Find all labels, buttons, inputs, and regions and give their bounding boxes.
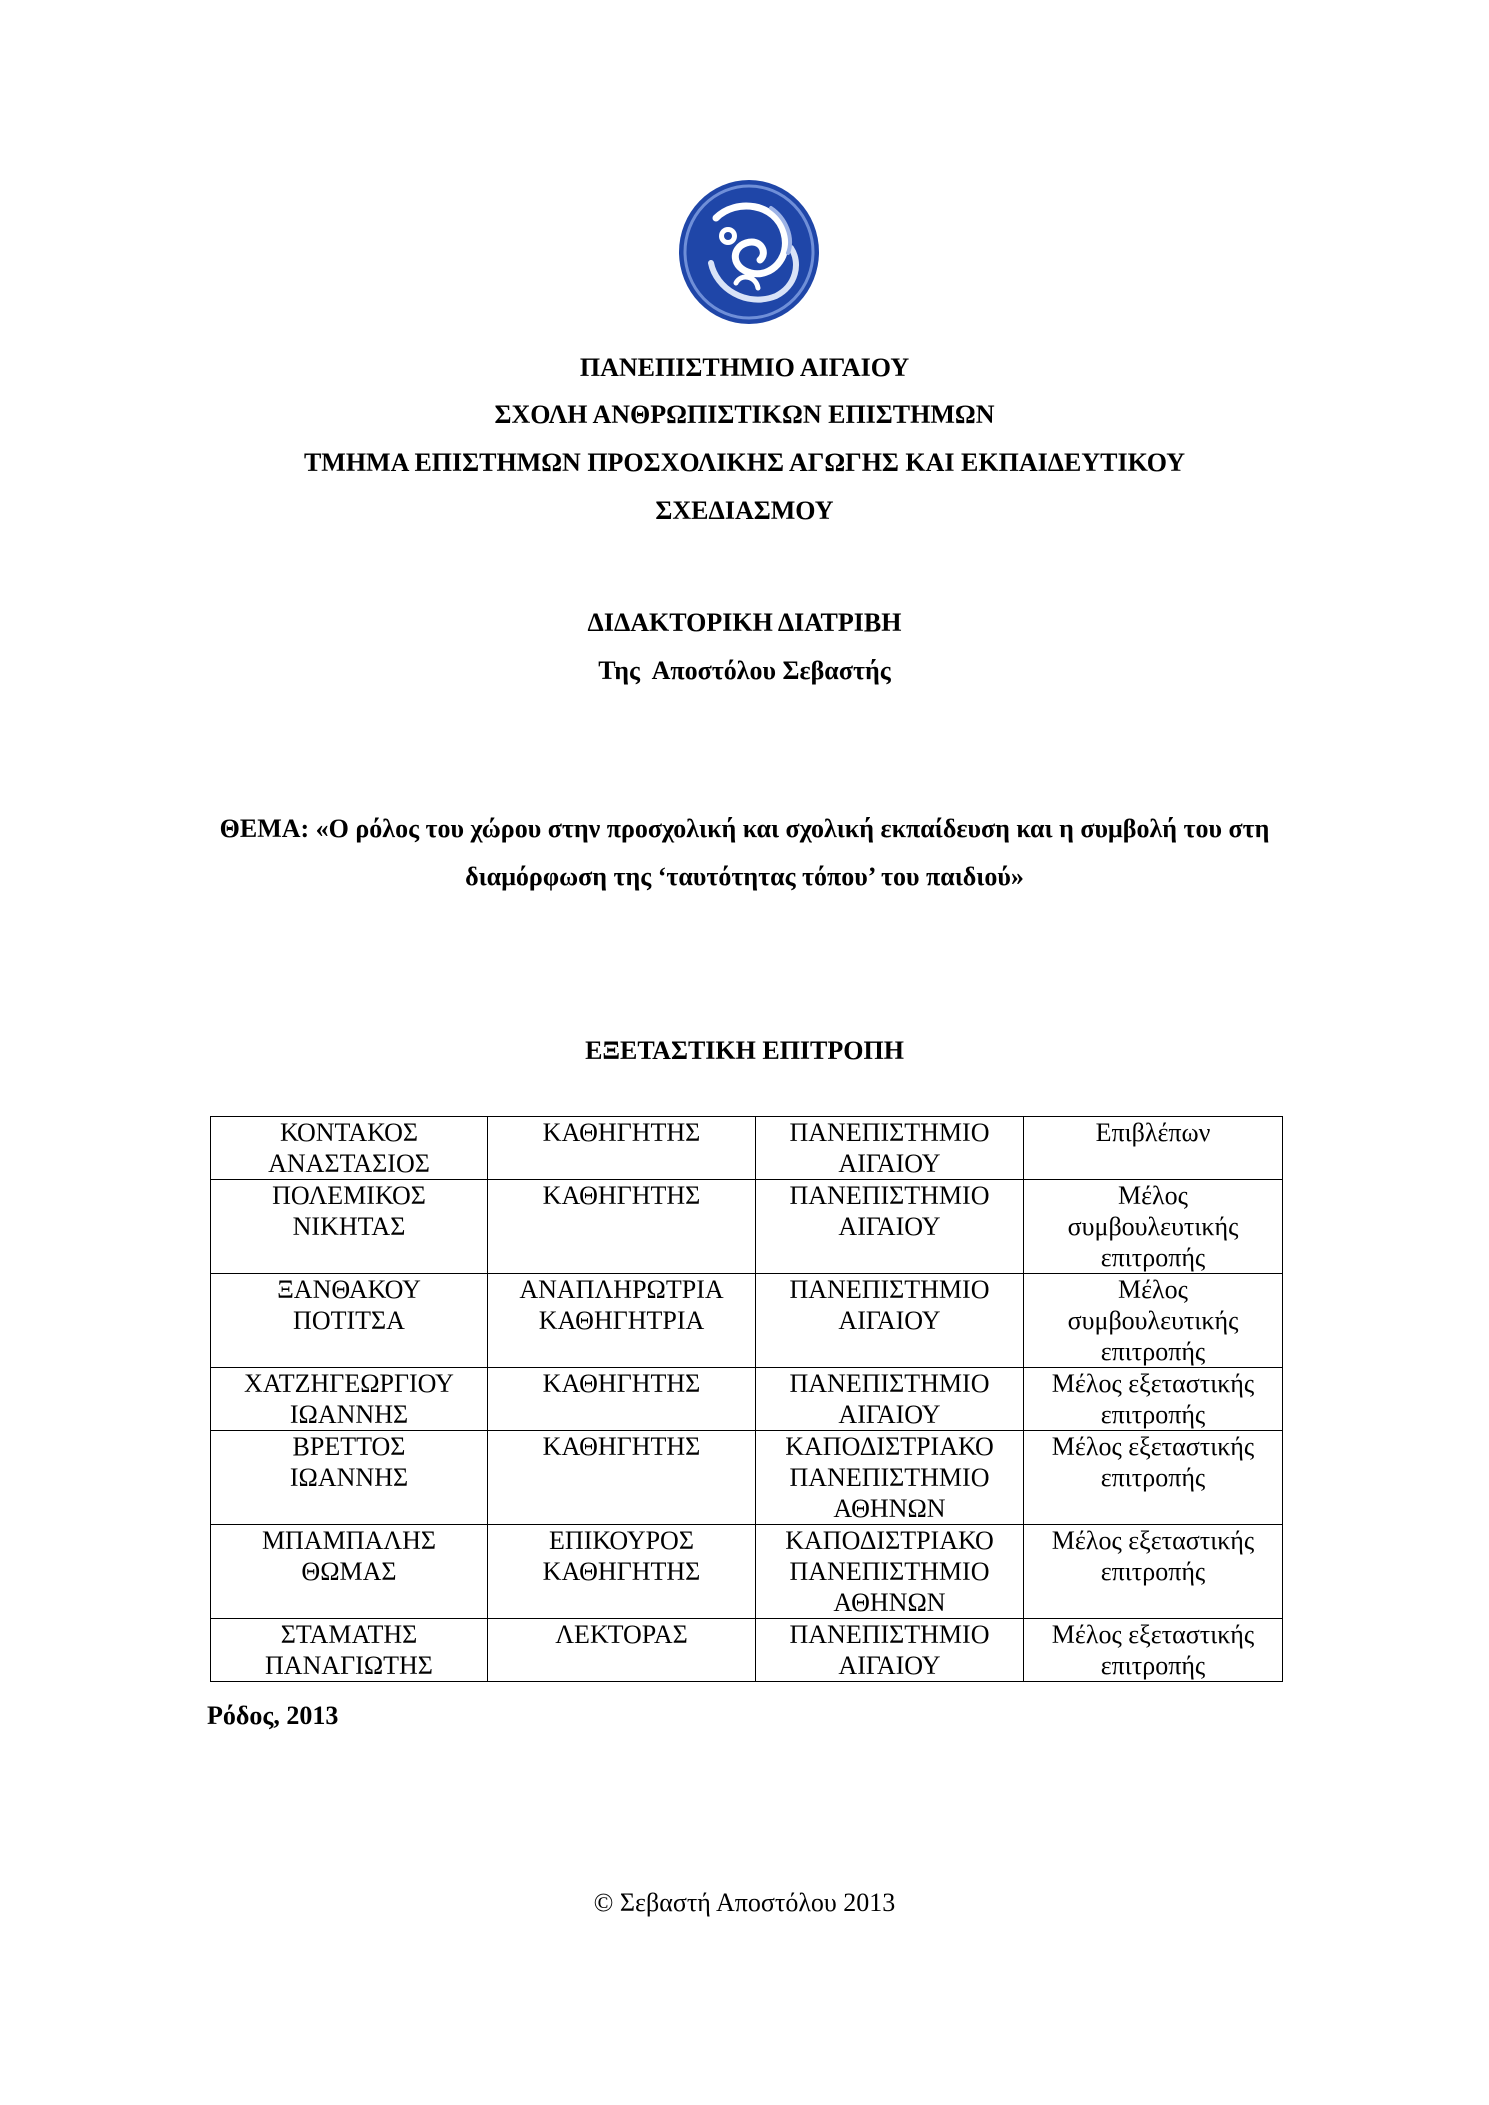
member-institution: ΠΑΝΕΠΙΣΤΗΜΙΟ ΑΙΓΑΙΟΥ xyxy=(756,1619,1024,1682)
thesis-subject-line1: ΘΕΜΑ: «Ο ρόλος του χώρου στην προσχολική και σχολική εκπαίδευση και η συμβολή του στη xyxy=(219,814,1270,843)
table-row xyxy=(211,1431,1283,1525)
university-seal-icon xyxy=(676,178,822,326)
member-rank: ΕΠΙΚΟΥΡΟΣ ΚΑΘΗΓΗΤΗΣ xyxy=(488,1525,756,1619)
member-name: ΚΟΝΤΑΚΟΣ ΑΝΑΣΤΑΣΙΟΣ xyxy=(211,1117,488,1180)
table-row xyxy=(211,1274,1283,1368)
committee-title: ΕΞΕΤΑΣΤΙΚΗ ΕΠΙΤΡΟΠΗ xyxy=(585,1036,904,1065)
member-role: Μέλος συμβουλευτικής επιτροπής xyxy=(1024,1180,1283,1274)
member-role: Μέλος συμβουλευτικής επιτροπής xyxy=(1024,1274,1283,1368)
table-row xyxy=(211,1525,1283,1619)
member-institution: ΠΑΝΕΠΙΣΤΗΜΙΟ ΑΙΓΑΙΟΥ xyxy=(756,1368,1024,1431)
table-row xyxy=(211,1619,1283,1682)
member-role: Μέλος εξεταστικής επιτροπής xyxy=(1024,1619,1283,1682)
thesis-subject-line2: διαμόρφωση της ‘ταυτότητας τόπου’ του παιδιού» xyxy=(465,862,1024,891)
member-name: ΞΑΝΘΑΚΟΥ ΠΟΤΙΤΣΑ xyxy=(211,1274,488,1368)
department-name-line2: ΣΧΕΔΙΑΣΜΟΥ xyxy=(655,496,834,525)
member-name: ΣΤΑΜΑΤΗΣ ΠΑΝΑΓΙΩΤΗΣ xyxy=(211,1619,488,1682)
place-date: Ρόδος, 2013 xyxy=(207,1701,339,1730)
member-institution: ΠΑΝΕΠΙΣΤΗΜΙΟ ΑΙΓΑΙΟΥ xyxy=(756,1274,1024,1368)
member-institution: ΚΑΠΟΔΙΣΤΡΙΑΚΟ ΠΑΝΕΠΙΣΤΗΜΙΟ ΑΘΗΝΩΝ xyxy=(756,1525,1024,1619)
member-name: ΠΟΛΕΜΙΚΟΣ ΝΙΚΗΤΑΣ xyxy=(211,1180,488,1274)
member-rank: ΛΕΚΤΟΡΑΣ xyxy=(488,1619,756,1682)
member-role: Επιβλέπων xyxy=(1024,1117,1283,1180)
author-line: Της Αποστόλου Σεβαστής xyxy=(598,656,891,685)
university-name: ΠΑΝΕΠΙΣΤΗΜΙΟ ΑΙΓΑΙΟΥ xyxy=(579,353,910,382)
table-row xyxy=(211,1117,1283,1180)
member-rank: ΑΝΑΠΛΗΡΩΤΡΙΑ ΚΑΘΗΓΗΤΡΙΑ xyxy=(488,1274,756,1368)
thesis-type: ΔΙΔΑΚΤΟΡΙΚΗ ΔΙΑΤΡΙΒΗ xyxy=(587,608,902,637)
table-row xyxy=(211,1180,1283,1274)
member-role: Μέλος εξεταστικής επιτροπής xyxy=(1024,1525,1283,1619)
member-institution: ΚΑΠΟΔΙΣΤΡΙΑΚΟ ΠΑΝΕΠΙΣΤΗΜΙΟ ΑΘΗΝΩΝ xyxy=(756,1431,1024,1525)
member-rank: ΚΑΘΗΓΗΤΗΣ xyxy=(488,1431,756,1525)
committee-table xyxy=(210,1116,1283,1682)
member-role: Μέλος εξεταστικής επιτροπής xyxy=(1024,1431,1283,1525)
member-rank: ΚΑΘΗΓΗΤΗΣ xyxy=(488,1180,756,1274)
copyright-notice: © Σεβαστή Αποστόλου 2013 xyxy=(593,1888,896,1917)
member-institution: ΠΑΝΕΠΙΣΤΗΜΙΟ ΑΙΓΑΙΟΥ xyxy=(756,1117,1024,1180)
member-name: ΒΡΕΤΤΟΣ ΙΩΑΝΝΗΣ xyxy=(211,1431,488,1525)
member-rank: ΚΑΘΗΓΗΤΗΣ xyxy=(488,1368,756,1431)
school-name: ΣΧΟΛΗ ΑΝΘΡΩΠΙΣΤΙΚΩΝ ΕΠΙΣΤΗΜΩΝ xyxy=(494,400,995,429)
table-row xyxy=(211,1368,1283,1431)
member-name: ΧΑΤΖΗΓΕΩΡΓΙΟΥ ΙΩΑΝΝΗΣ xyxy=(211,1368,488,1431)
member-rank: ΚΑΘΗΓΗΤΗΣ xyxy=(488,1117,756,1180)
member-institution: ΠΑΝΕΠΙΣΤΗΜΙΟ ΑΙΓΑΙΟΥ xyxy=(756,1180,1024,1274)
department-name-line1: ΤΜΗΜΑ ΕΠΙΣΤΗΜΩΝ ΠΡΟΣΧΟΛΙΚΗΣ ΑΓΩΓΗΣ ΚΑΙ ΕΚΠΑΙΔΕΥΤΙΚΟΥ xyxy=(303,448,1186,477)
member-name: ΜΠΑΜΠΑΛΗΣ ΘΩΜΑΣ xyxy=(211,1525,488,1619)
member-role: Μέλος εξεταστικής επιτροπής xyxy=(1024,1368,1283,1431)
